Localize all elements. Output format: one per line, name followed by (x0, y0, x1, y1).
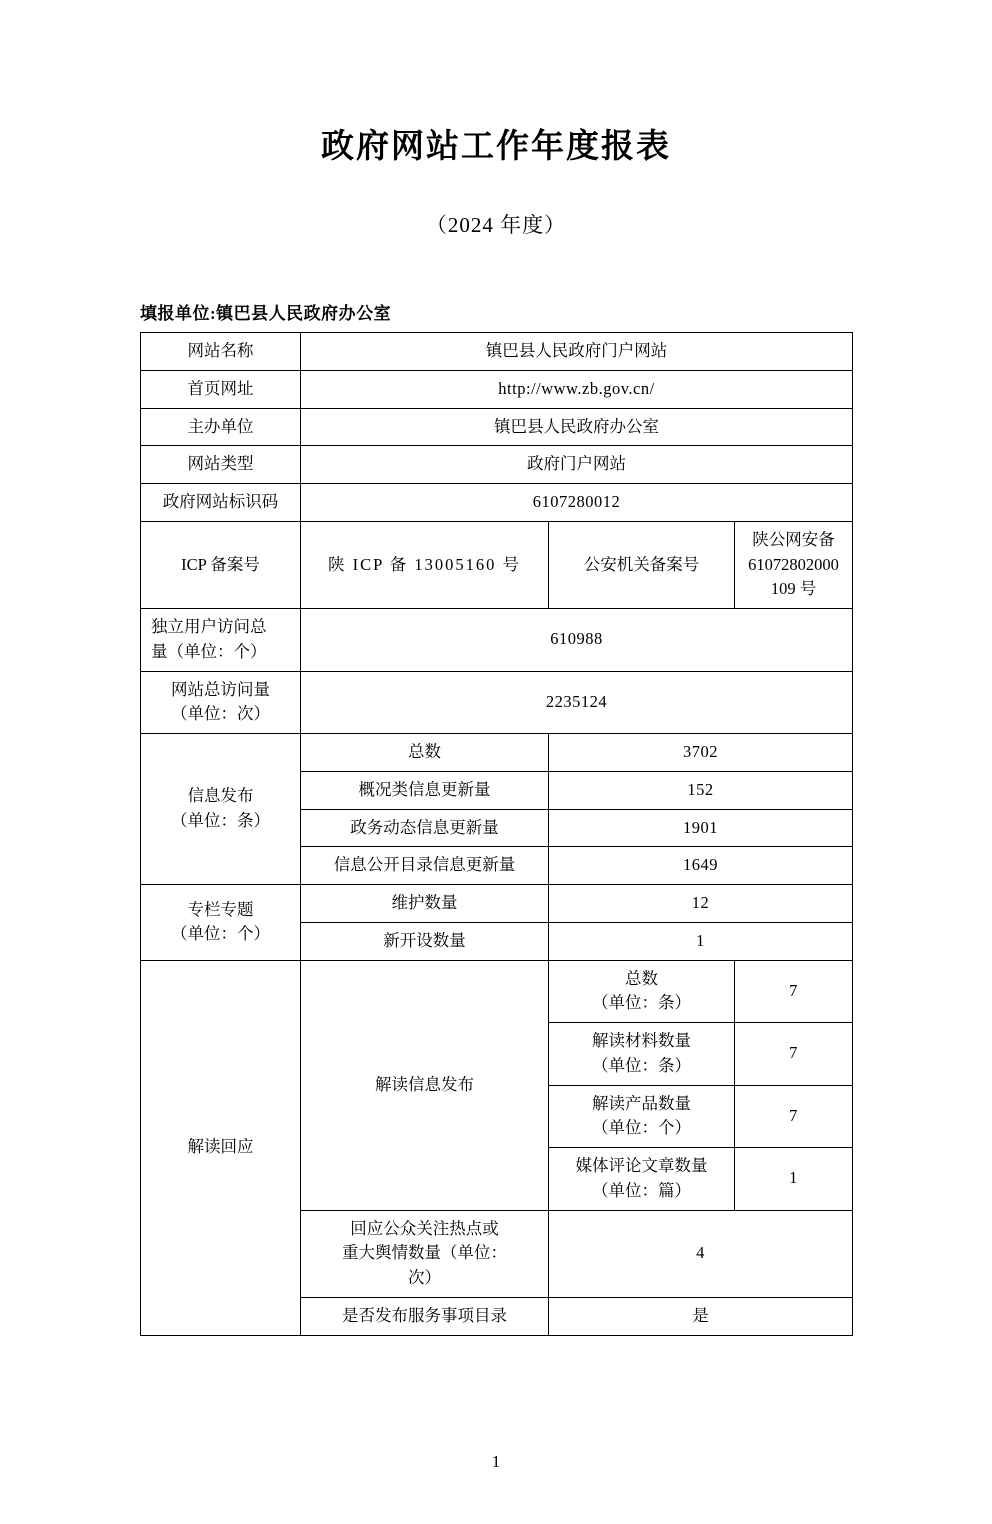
annual-report-table (140, 332, 853, 1336)
info-publish-item-name: 总数 (301, 734, 549, 772)
row-value-unique-visitors: 610988 (301, 609, 853, 672)
unique-visitors-label-line2: 量（单位：个） (151, 641, 267, 661)
page-subtitle: （2024 年度） (425, 213, 567, 237)
filler-unit-label: 填报单位:镇巴县人民政府办公室 (140, 304, 392, 323)
table-row (141, 885, 853, 923)
service-catalog-name: 是否发布服务事项目录 (301, 1297, 549, 1335)
page-number: 1 (491, 1452, 501, 1471)
interpretation-item-name (549, 1023, 735, 1086)
interpretation-publish-label: 解读信息发布 (301, 960, 549, 1210)
row-value-site-name: 镇巴县人民政府门户网站 (301, 333, 853, 371)
interpretation-item-name-line2: （单位：个） (592, 1118, 691, 1138)
row-label-home-url: 首页网址 (141, 370, 301, 408)
interpretation-item-name-line1: 解读产品数量 (592, 1093, 691, 1113)
interpretation-item-name (549, 1148, 735, 1211)
row-value-police-record (735, 521, 853, 608)
table-row (141, 734, 853, 772)
table-row (141, 521, 853, 608)
table-row (141, 408, 853, 446)
table-row (141, 671, 853, 734)
interpretation-item-name-line1: 媒体评论文章数量 (575, 1156, 708, 1175)
interpretation-item-name (549, 1085, 735, 1148)
row-label-site-name: 网站名称 (141, 333, 301, 371)
row-label-info-publish (141, 734, 301, 885)
total-visits-label-line1: 网站总访问量 (171, 679, 270, 699)
police-record-line2: 61072802000 (748, 554, 839, 574)
row-value-total-visits: 2235124 (301, 671, 853, 734)
row-label-sponsor: 主办单位 (141, 408, 301, 446)
page-title: 政府网站工作年度报表 (321, 129, 671, 165)
table-row (141, 609, 853, 672)
columns-topics-item-name: 维护数量 (301, 885, 549, 923)
row-label-total-visits (141, 671, 301, 734)
interpretation-item-name-line2: （单位：条） (592, 1055, 691, 1075)
table-row (141, 484, 853, 522)
service-catalog-value: 是 (549, 1297, 853, 1335)
table-row (141, 333, 853, 371)
hotspot-response-value: 4 (549, 1210, 853, 1297)
row-value-home-url: http://www.zb.gov.cn/ (301, 370, 853, 408)
info-publish-item-value: 152 (549, 771, 853, 809)
interpretation-item-value: 7 (735, 1085, 853, 1148)
info-publish-label-line1: 信息发布 (187, 786, 254, 806)
columns-topics-label-line2: （单位：个） (171, 924, 270, 944)
total-visits-label-line2: （单位：次） (171, 704, 270, 724)
info-publish-item-name: 概况类信息更新量 (301, 771, 549, 809)
police-record-line3: 109 号 (770, 579, 817, 599)
interpretation-item-value: 7 (735, 960, 853, 1023)
interpretation-item-name-line1: 总数 (625, 968, 658, 988)
row-label-interpretation-response: 解读回应 (141, 960, 301, 1335)
unique-visitors-label-line1: 独立用户访问总 (151, 617, 267, 636)
row-label-site-code: 政府网站标识码 (141, 484, 301, 522)
info-publish-item-name: 信息公开目录信息更新量 (301, 847, 549, 885)
row-value-site-code: 6107280012 (301, 484, 853, 522)
hotspot-response-name (301, 1210, 549, 1297)
hotspot-response-name-line2: 重大舆情数量（单位： (342, 1243, 507, 1263)
info-publish-item-value: 3702 (549, 734, 853, 772)
row-value-icp: 陕 ICP 备 13005160 号 (301, 521, 549, 608)
interpretation-item-name-line1: 解读材料数量 (592, 1031, 691, 1050)
interpretation-item-name-line2: （单位：篇） (592, 1180, 691, 1200)
columns-topics-item-value: 12 (549, 885, 853, 923)
columns-topics-item-name: 新开设数量 (301, 922, 549, 960)
columns-topics-item-value: 1 (549, 922, 853, 960)
row-value-sponsor: 镇巴县人民政府办公室 (301, 408, 853, 446)
interpretation-item-value: 1 (735, 1148, 853, 1211)
columns-topics-label-line1: 专栏专题 (187, 899, 254, 919)
row-label-site-type: 网站类型 (141, 446, 301, 484)
info-publish-label-line2: （单位：条） (171, 811, 270, 830)
row-label-unique-visitors (141, 609, 301, 672)
info-publish-item-value: 1649 (549, 847, 853, 885)
row-label-columns-topics (141, 885, 301, 961)
table-row (141, 370, 853, 408)
hotspot-response-name-line3: 次） (408, 1268, 441, 1287)
interpretation-item-name-line2: （单位：条） (592, 993, 691, 1013)
hotspot-response-name-line1: 回应公众关注热点或 (350, 1218, 499, 1238)
info-publish-item-value: 1901 (549, 809, 853, 847)
row-label-icp: ICP 备案号 (141, 521, 301, 608)
table-row (141, 446, 853, 484)
interpretation-item-value: 7 (735, 1023, 853, 1086)
interpretation-item-name (549, 960, 735, 1023)
row-value-site-type: 政府门户网站 (301, 446, 853, 484)
police-record-line1: 陕公网安备 (752, 529, 835, 549)
document-page (0, 120, 992, 1524)
info-publish-item-name: 政务动态信息更新量 (301, 809, 549, 847)
row-label-police-record: 公安机关备案号 (549, 521, 735, 608)
table-row (141, 960, 853, 1023)
